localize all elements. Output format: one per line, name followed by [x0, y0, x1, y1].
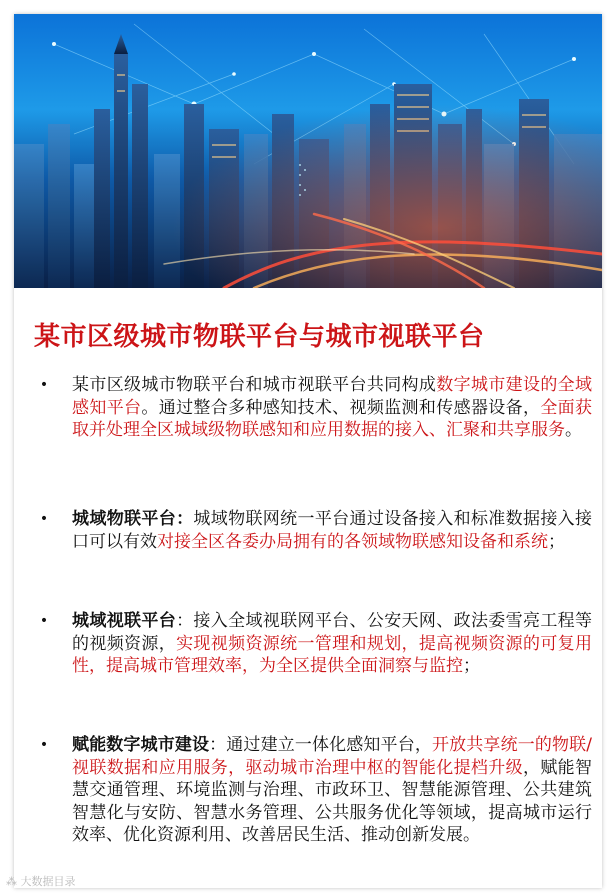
text-span: ：通过建立一体化感知平台， [209, 735, 432, 755]
watermark-icon: ⁂ [6, 875, 21, 888]
text-span: ，赋能智慧交通管理、环境监测与治理、市政环卫、智慧能源管理、公共建筑智慧化与安防、智慧水务管理、公共服务优化等领域，提高城市运行效率、优化资源利用、改善居民生活、推动创新发展。 [72, 757, 593, 845]
text-span: 某市区级城市物联平台和城市视联平台共同构成 [72, 375, 437, 395]
city-skyline-image [14, 14, 602, 288]
bullet-marker: • [39, 737, 49, 753]
bullet-text [72, 734, 592, 847]
text-span: ； [548, 531, 565, 552]
bullet-text [72, 508, 592, 553]
bullet-marker: • [39, 511, 49, 527]
bullet-iot-platform [32, 508, 592, 553]
bullet-overview [32, 374, 592, 442]
bullet-digital-city [32, 734, 592, 847]
text-span: 城域物联网统一平台通过设备接入和标准数据接入接口可以有效 [72, 509, 593, 552]
text-span: ：接入全域视联网平台、公安天网、政法委雪亮工程等的视频资源， [72, 611, 593, 654]
bullet-heading: 城域物联平台： [72, 509, 194, 529]
bullet-heading: 赋能数字城市建设 [72, 735, 210, 755]
bullet-video-platform [32, 610, 592, 678]
page-title: 某市区级城市物联平台与城市视联平台 [34, 322, 485, 352]
highlight-text: 开放共享统一的物联/视联数据和应用服务，驱动城市治理中枢的智能化提档升级 [72, 735, 593, 778]
bullet-marker: • [39, 613, 49, 629]
bullet-heading: 城域视联平台 [72, 611, 177, 631]
bullet-text [72, 374, 592, 442]
highlight-text: 数字城市建设的全域感知平台 [72, 375, 593, 418]
bullet-marker: • [39, 377, 49, 393]
highlight-text: 全面获取并处理全区城域级物联感知和应用数据的接入、汇聚和共享服务 [72, 397, 593, 440]
text-span: 。通过整合多种感知技术、视频监测和传感器设备， [141, 397, 541, 418]
highlight-text: 实现视频资源统一管理和规划，提高视频资源的可复用性，提高城市管理效率，为全区提供全面洞察与监控 [72, 633, 593, 676]
text-span: ； [463, 656, 480, 676]
bullet-text [72, 610, 592, 678]
text-span: 。 [565, 420, 582, 440]
watermark-text: 大数据目录 [20, 875, 76, 888]
highlight-text: 对接全区各委办局拥有的各领域物联感知设备和系统 [157, 531, 548, 552]
slide-card [14, 14, 602, 888]
watermark-logo [6, 873, 76, 889]
